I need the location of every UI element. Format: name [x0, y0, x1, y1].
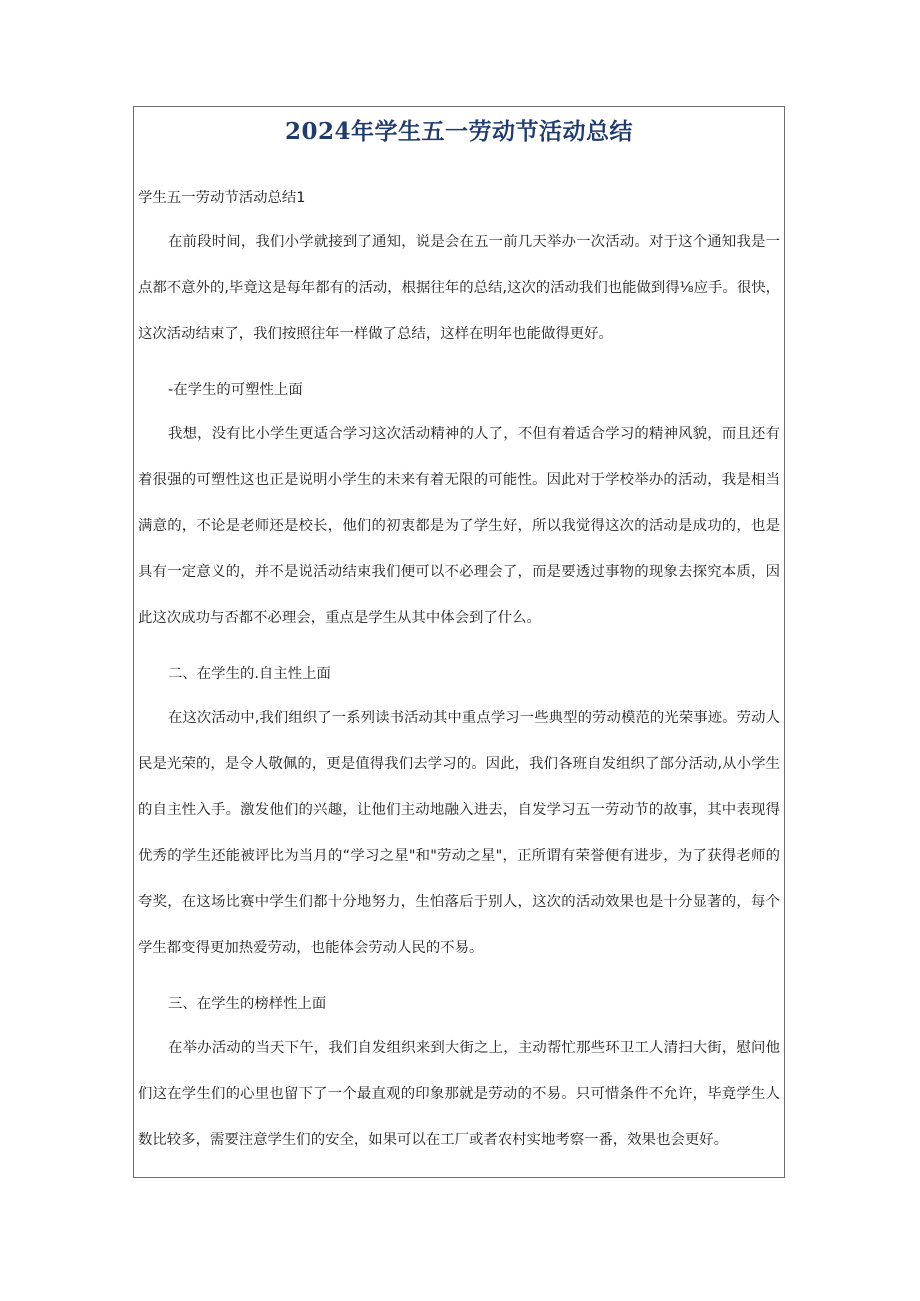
paragraph-intro: 在前段时间，我们小学就接到了通知，说是会在五一前几天举办一次活动。对于这个通知我是一点都不意外的,毕竟这是每年都有的活动，根据往年的总结,这次的活动我们也能做到得⅛应手。很快，这次活动结束了，我们按照往年一样做了总结，这样在明年也能做得更好。 — [138, 234, 780, 342]
document-body — [138, 187, 780, 1163]
document-title: 2024年学生五一劳动节活动总结 — [284, 118, 633, 145]
paragraph-2: 在这次活动中,我们组织了一系列读书活动其中重点学习一些典型的劳动模范的光荣事迹。劳动人民是光荣的，是令人敬佩的，更是值得我们去学习的。因此，我们各班自发组织了部分活动,从小学生的自主性入手。激发他们的兴趣，让他们主动地融入进去，自发学习五一劳动节的故事，其中表现得优秀的学生还能被评比为当月的“学习之星"和"劳动之星"，正所谓有荣誉便有进步，为了获得老师的夸奖，在这场比赛中学生们都十分地努力，生怕落后于别人，这次的活动效果也是十分显著的，每个学生都变得更加热爱劳动，也能体会劳动人民的不易。 — [138, 710, 780, 956]
document-page — [133, 106, 785, 1178]
section-heading-2: 二、在学生的.自主性上面 — [168, 666, 331, 682]
paragraph-1: 我想，没有比小学生更适合学习这次活动精神的人了，不但有着适合学习的精神风貌，而且还有着很强的可塑性这也正是说明小学生的未来有着无限的可能性。因此对于学校举办的活动，我是相当满意的，不论是老师还是校长，他们的初衷都是为了学生好，所以我觉得这次的活动是成功的，也是具有一定意义的，并不是说活动结束我们便可以不必理会了，而是要透过事物的现象去探究本质，因此这次成功与否都不必理会，重点是学生从其中体会到了什么。 — [138, 426, 780, 626]
section-heading-1: -在学生的可塑性上面 — [168, 382, 303, 398]
section-heading-3: 三、在学生的榜样性上面 — [168, 996, 327, 1012]
section-subtitle: 学生五一劳动节活动总结1 — [138, 190, 306, 206]
paragraph-3: 在举办活动的当天下午，我们自发组织来到大街之上，主动帮忙那些环卫工人清扫大街，慰问他们这在学生们的心里也留下了一个最直观的印象那就是劳动的不易。只可惜条件不允许，毕竟学生人数比较多，需要注意学生们的安全，如果可以在工厂或者农村实地考察一番，效果也会更好。 — [138, 1040, 780, 1148]
